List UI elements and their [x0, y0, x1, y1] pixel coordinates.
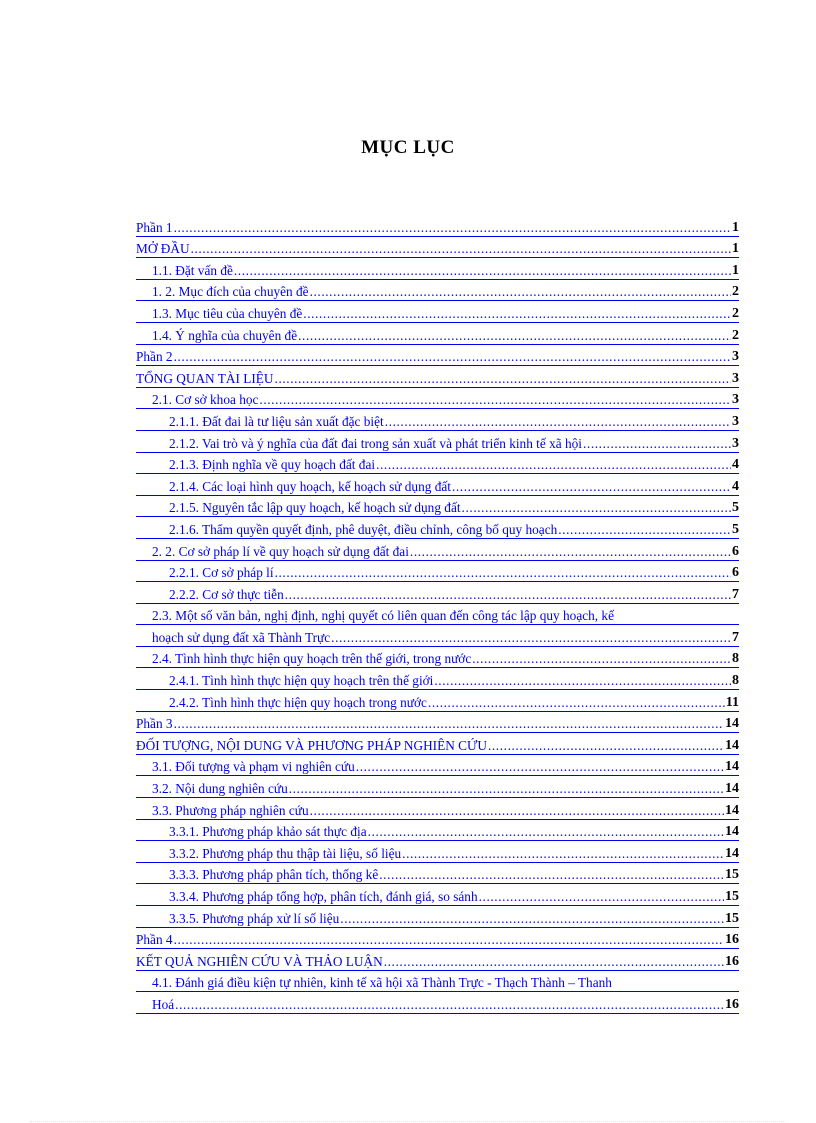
- dot-leader: [174, 348, 731, 365]
- toc-page-number: 14: [725, 802, 739, 818]
- toc-page-number: 14: [725, 716, 739, 732]
- toc-page-number: 15: [725, 867, 739, 883]
- dot-leader: [583, 435, 731, 452]
- dot-leader: [376, 456, 731, 473]
- toc-entry-title-line1[interactable]: 2.3. Một số văn bản, nghị định, nghị quyết có liên quan đến công tác lập quy hoạch, kế: [152, 608, 614, 624]
- toc-page-number: 15: [725, 889, 739, 904]
- toc-entry-title[interactable]: 2.2.2. Cơ sở thực tiễn: [169, 586, 284, 602]
- toc-entry-title[interactable]: 2.4.1. Tình hình thực hiện quy hoạch trên thế giới: [169, 673, 434, 689]
- toc-entry-title[interactable]: 3.2. Nội dung nghiên cứu: [152, 781, 288, 797]
- toc-entry-title[interactable]: 2.4.2. Tình hình thực hiện quy hoạch trong nước: [169, 694, 427, 710]
- dot-leader: [368, 823, 724, 840]
- toc-entry-title[interactable]: MỞ ĐẦU: [136, 241, 190, 257]
- toc-entry-title[interactable]: 3.1. Đối tượng và phạm vi nghiên cứu: [152, 759, 355, 775]
- toc-page-number: 6: [732, 565, 739, 581]
- toc-entry-title[interactable]: 2.4. Tình hình thực hiện quy hoạch trên thế giới, trong nước: [152, 651, 472, 667]
- toc-entry-2-2-2[interactable]: [136, 582, 739, 604]
- dot-leader: [402, 845, 724, 862]
- dot-leader: [175, 996, 724, 1013]
- toc-page-number: 3: [732, 392, 739, 408]
- toc-page-number: 15: [725, 910, 739, 926]
- toc-page-number: 3: [732, 349, 739, 365]
- toc-entry-title[interactable]: 2.1.5. Nguyên tắc lập quy hoạch, kế hoạch sử dụng đất: [169, 500, 461, 516]
- dot-leader: [356, 758, 724, 775]
- dot-leader: [259, 391, 731, 408]
- dot-leader: [384, 953, 724, 970]
- toc-entry-3-2[interactable]: [136, 776, 739, 798]
- toc-entry-2-1-2[interactable]: [136, 431, 739, 453]
- toc-entry-part-3[interactable]: [136, 712, 739, 734]
- dot-leader: [462, 499, 731, 516]
- toc-entry-3-3-5[interactable]: [136, 906, 739, 928]
- toc-page-number: 4: [732, 457, 739, 473]
- toc-entry-title[interactable]: 3.3.1. Phương pháp khảo sát thực địa: [169, 824, 367, 840]
- toc-page-number: 7: [732, 586, 739, 602]
- toc-entry-1-1[interactable]: [136, 258, 739, 280]
- dot-leader: [340, 910, 724, 927]
- toc-entry-tong-quan[interactable]: [136, 366, 739, 388]
- toc-page-number: 4: [732, 478, 739, 494]
- dot-leader: [303, 305, 731, 322]
- toc-entry-mo-dau[interactable]: [136, 237, 739, 259]
- toc-entry-2-2-1[interactable]: [136, 561, 739, 583]
- toc-entry-2-1[interactable]: [136, 388, 739, 410]
- dot-leader: [428, 694, 725, 711]
- toc-page-number: 14: [725, 845, 739, 861]
- toc-entry-title-line1[interactable]: 4.1. Đánh giá điều kiện tự nhiên, kinh tế xã hội xã Thành Trực - Thạch Thành – Thanh: [152, 975, 612, 991]
- toc-entry-2-1-1[interactable]: [136, 409, 739, 431]
- toc-page-number: 1: [732, 241, 739, 257]
- toc-entry-2-3[interactable]: [136, 604, 739, 647]
- toc-entry-title[interactable]: 1.3. Mục tiêu của chuyên đề: [152, 305, 303, 321]
- toc-page-number: 14: [725, 737, 739, 753]
- toc-entry-2-2[interactable]: [136, 539, 739, 561]
- toc-entry-title[interactable]: 2.1. Cơ sở khoa học: [152, 392, 259, 408]
- toc-entry-title[interactable]: 1.4. Ý nghĩa của chuyên đề: [152, 327, 298, 343]
- toc-page-number: 3: [732, 413, 739, 429]
- toc-entry-title[interactable]: 2.1.6. Thẩm quyền quyết định, phê duyệt, điều chỉnh, công bố quy hoạch: [169, 521, 558, 537]
- toc-page-number: 2: [732, 305, 739, 321]
- dot-leader: [472, 650, 731, 667]
- toc-page-number: 16: [725, 996, 739, 1012]
- toc-page-number: 3: [732, 370, 739, 386]
- dot-leader: [285, 586, 731, 603]
- toc-entry-title[interactable]: TỔNG QUAN TÀI LIỆU: [136, 370, 274, 386]
- page-bottom-rule: [30, 1121, 786, 1122]
- dot-leader: [331, 629, 731, 646]
- page-title: MỤC LỤC: [361, 137, 455, 158]
- toc-entry-title[interactable]: Phần 2: [136, 349, 173, 365]
- toc-page-number: 1: [732, 219, 739, 235]
- toc-entry-title[interactable]: 2.1.3. Định nghĩa về quy hoạch đất đai: [169, 457, 376, 473]
- toc-page-number: 14: [725, 781, 739, 797]
- toc-page-number: 3: [732, 435, 739, 451]
- toc-entry-3-3-4[interactable]: [136, 884, 739, 906]
- dot-leader: [275, 564, 731, 581]
- toc-entry-title[interactable]: 3.3.5. Phương pháp xử lí số liệu: [169, 910, 340, 926]
- toc-entry-3-3-3[interactable]: [136, 863, 739, 885]
- dot-leader: [298, 327, 731, 344]
- toc-entry-doi-tuong[interactable]: [136, 733, 739, 755]
- toc-page-number: 7: [732, 629, 739, 645]
- toc-entry-4-1[interactable]: [136, 971, 739, 1014]
- dot-leader: [310, 283, 731, 300]
- toc-entry-title[interactable]: ĐỐI TƯỢNG, NỘI DUNG VÀ PHƯƠNG PHÁP NGHIÊN CỨU: [136, 737, 487, 753]
- dot-leader: [479, 888, 724, 905]
- toc-page-number: 14: [725, 824, 739, 840]
- toc-entry-1-4[interactable]: [136, 323, 739, 345]
- dot-leader: [174, 931, 724, 948]
- toc-entry-title[interactable]: 3.3.2. Phương pháp thu thập tài liệu, số liệu: [169, 845, 402, 861]
- toc-entry-2-4[interactable]: [136, 647, 739, 669]
- toc-page-number: 16: [725, 932, 739, 948]
- toc-entry-title[interactable]: 1. 2. Mục đích của chuyên đề: [152, 284, 309, 300]
- dot-leader: [234, 262, 731, 279]
- toc-page-number: 8: [732, 651, 739, 667]
- dot-leader: [191, 240, 731, 257]
- toc-page-number: 2: [732, 284, 739, 300]
- dot-leader: [434, 672, 731, 689]
- toc-entry-title[interactable]: 3.3. Phương pháp nghiên cứu: [152, 802, 309, 818]
- toc-entry-2-4-1[interactable]: [136, 668, 739, 690]
- toc-page-number: 5: [732, 500, 739, 516]
- toc-entry-title[interactable]: Hoá: [152, 996, 175, 1012]
- toc-page-number: 8: [732, 673, 739, 689]
- dot-leader: [488, 737, 724, 754]
- toc-entry-2-1-3[interactable]: [136, 453, 739, 475]
- dot-leader: [289, 780, 724, 797]
- toc-entry-title[interactable]: hoạch sử dụng đất xã Thành Trực: [152, 629, 331, 645]
- dot-leader: [379, 866, 724, 883]
- dot-leader: [410, 543, 731, 560]
- toc-entry-title[interactable]: Phần 1: [136, 219, 173, 235]
- toc-entry-title[interactable]: 3.3.4. Phương pháp tổng hợp, phân tích, đánh giá, so sánh: [169, 889, 478, 904]
- toc-entry-title[interactable]: 2.1.2. Vai trò và ý nghĩa của đất đai trong sản xuất và phát triển kinh tế xã hội: [169, 435, 582, 451]
- toc-page-number: 14: [725, 759, 739, 775]
- toc-entry-3-1[interactable]: [136, 755, 739, 777]
- dot-leader: [310, 802, 724, 819]
- dot-leader: [174, 715, 724, 732]
- toc-entry-title[interactable]: 2. 2. Cơ sở pháp lí về quy hoạch sử dụng đất đai: [152, 543, 409, 559]
- toc-entry-1-2[interactable]: [136, 280, 739, 302]
- toc-entry-part-1[interactable]: [136, 215, 739, 237]
- toc-entry-2-4-2[interactable]: [136, 690, 739, 712]
- toc-entry-2-1-6[interactable]: [136, 517, 739, 539]
- toc-entry-3-3[interactable]: [136, 798, 739, 820]
- toc-entry-1-3[interactable]: [136, 301, 739, 323]
- toc-entry-part-4[interactable]: [136, 928, 739, 950]
- toc-entry-ket-qua[interactable]: [136, 949, 739, 971]
- toc-entry-part-2[interactable]: [136, 345, 739, 367]
- toc-entry-title[interactable]: 2.1.4. Các loại hình quy hoạch, kế hoạch sử dụng đất: [169, 478, 451, 494]
- toc-entry-title[interactable]: Phần 3: [136, 716, 173, 732]
- dot-leader: [275, 370, 731, 387]
- table-of-contents: [136, 215, 739, 1014]
- dot-leader: [174, 219, 731, 236]
- toc-page-number: 11: [725, 694, 739, 710]
- toc-entry-title[interactable]: 2.1.1. Đất đai là tư liệu sản xuất đặc biệt: [169, 413, 384, 429]
- toc-entry-title[interactable]: 1.1. Đặt vấn đề: [152, 262, 233, 278]
- toc-page-number: 16: [725, 953, 739, 969]
- toc-entry-title[interactable]: 3.3.3. Phương pháp phân tích, thống kê: [169, 867, 379, 883]
- toc-entry-title[interactable]: Phần 4: [136, 932, 173, 948]
- toc-entry-2-1-5[interactable]: [136, 496, 739, 518]
- toc-page-number: 5: [732, 521, 739, 537]
- toc-page-number: 1: [732, 262, 739, 278]
- toc-entry-title[interactable]: 2.2.1. Cơ sở pháp lí: [169, 565, 274, 581]
- toc-entry-3-3-2[interactable]: [136, 841, 739, 863]
- toc-entry-2-1-4[interactable]: [136, 474, 739, 496]
- dot-leader: [558, 521, 731, 538]
- toc-page-number: 2: [732, 327, 739, 343]
- toc-entry-title[interactable]: KẾT QUẢ NGHIÊN CỨU VÀ THẢO LUẬN: [136, 953, 383, 969]
- dot-leader: [452, 478, 731, 495]
- toc-page-number: 6: [732, 543, 739, 559]
- dot-leader: [385, 413, 731, 430]
- toc-entry-3-3-1[interactable]: [136, 820, 739, 842]
